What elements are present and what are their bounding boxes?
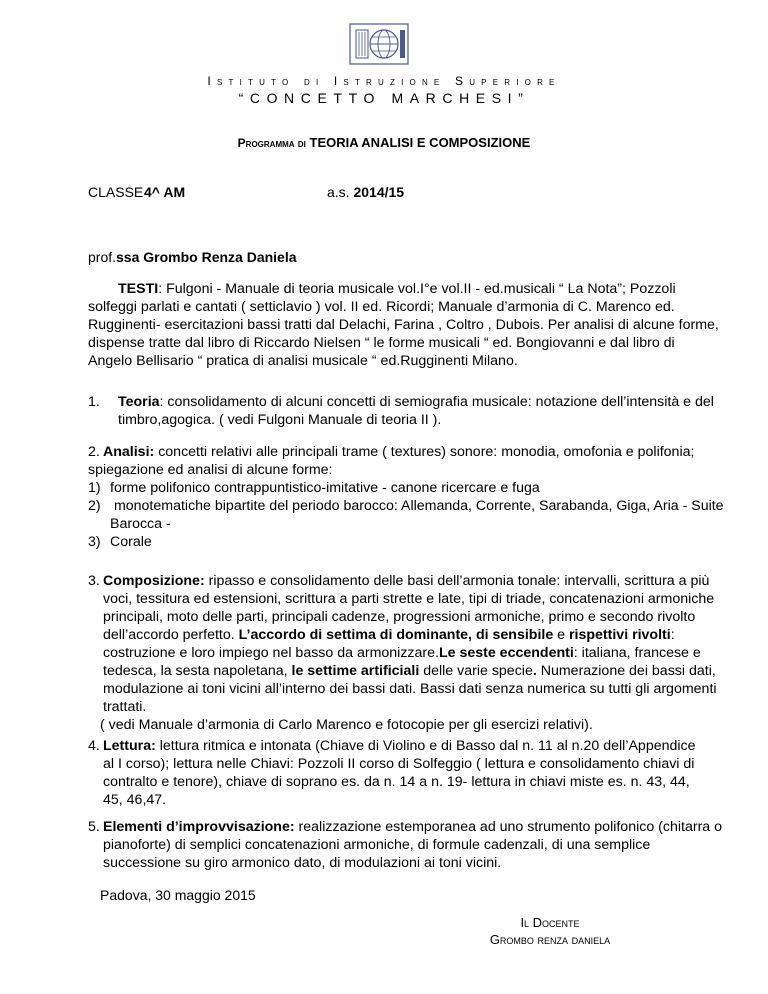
item-title: Composizione:: [103, 573, 205, 589]
testi-paragraph: [88, 280, 720, 370]
item-text: concetti relativi alle principali trame ( textures) sonore: monodia, omofonia e polifonia;: [154, 444, 695, 460]
classe-label: CLASSE: [88, 184, 144, 200]
program-subject: TEORIA ANALISI E COMPOSIZIONE: [309, 135, 531, 150]
teacher-role: Il Docente: [520, 915, 580, 930]
sub-item: [88, 479, 728, 497]
professor-name: ssa Grombo Renza Daniela: [116, 249, 297, 265]
item-text: : consolidamento di alcuni concetti di semiografia musicale: notazione dell’intensità e del timbro,agogica. ( vedi Fulgoni Manuale di teoria II ).: [118, 394, 714, 428]
sub-text: monotematiche bipartite del periodo barocco: Allemanda, Corrente, Sarabanda, Giga, Aria - Suite Barocca -: [110, 498, 724, 532]
sub-item: [88, 533, 728, 551]
classe-value: 4^ AM: [144, 184, 186, 200]
item-bold: rispettivi rivolti: [569, 627, 671, 643]
institute-line: [0, 74, 768, 88]
item-text: delle varie specie: [419, 663, 533, 679]
testi-text: : Fulgoni - Manuale di teoria musicale vol.I°e vol.II - ed.musicali “ La Nota”; Pozzoli solfeggi parlati e cantati ( setticlavio ) vol. II ed. Ricordi; Manuale d’armonia di C. Marenco ed. Rugginenti- esercitazioni bassi tratti dal Delachi, Farina , Coltro , Dubois. Per analisi di alcune forme, dispense tratte dal libro di Riccardo Nielsen “ le forme musicali “ ed. Bongiovanni e dal libro di Angelo Bellisario “ pratica di analisi musicale “ ed.Rugginenti Milano.: [88, 281, 719, 369]
item-text: e: [553, 627, 569, 643]
institute-text: Istituto di Istruzione Superiore: [207, 74, 561, 88]
item-text: lettura ritmica e intonata (Chiave di Violino e di Basso dal n. 11 al n.20 dell’Appendice al I corso); lettura nelle Chiavi: Pozzoli II corso di Solfeggio ( lettura e consolidamento chiavi di contralto e tenore), chiave di soprano es. da n. 14 a n. 19- lettura in chiavi miste es. n. 43, 44, 45, 46,47.: [103, 738, 696, 808]
sub-intro: spiegazione ed analisi di alcune forme:: [88, 462, 333, 478]
item-title: Teoria: [118, 394, 160, 410]
testi-label: TESTI: [118, 281, 159, 297]
item-number: 1.: [88, 394, 100, 410]
list-item-teoria: [88, 393, 728, 429]
program-prefix: Programma di: [237, 136, 306, 150]
sub-text: Corale: [110, 534, 152, 550]
item-text: : costruzione e loro impiego nel basso da armonizzare.: [103, 627, 675, 661]
signature-block: [470, 914, 630, 948]
item-text: ripasso e consolidamento delle basi dell’armonia tonale: intervalli, scrittura a più voci, tessitura ed estensioni, scrittura a parti strette e late, tipi di triade, concatenazioni armoniche principali, moto delle parti, principali cadenze, progressioni armoniche, primo e secondo rivolto dell’accordo perfetto.: [103, 573, 715, 643]
item-text: : italiana, francese e tedesca, la sesta napoletana,: [103, 645, 701, 679]
school-year-value: 2014/15: [353, 184, 405, 200]
item-number: 4.: [88, 738, 100, 754]
sub-text: forme polifonico contrappuntistico-imitative - canone ricercare e fuga: [110, 480, 540, 496]
item-number: 5.: [88, 819, 100, 835]
item-number: 3.: [88, 573, 100, 589]
teacher-signature: Grombo renza daniela: [489, 932, 611, 947]
sub-number: 3): [88, 534, 101, 550]
professor-prefix: prof.: [88, 249, 117, 265]
item-text: Numerazione dei bassi dati, modulazione ai toni vicini all’interno dei bassi dati. Bassi dati senza numerica su tutti gli argomenti trattati.: [103, 663, 717, 715]
item-title: Lettura:: [103, 738, 156, 754]
sub-item: [88, 497, 728, 533]
sub-number: 2): [88, 498, 101, 514]
item-bold: L’accordo di settima di dominante, di sensibile: [238, 627, 554, 643]
item-number: 2.: [88, 444, 100, 460]
item-bold: .: [532, 663, 537, 679]
place-date: Padova, 30 maggio 2015: [100, 887, 256, 903]
item-bold: Le seste eccendenti: [438, 645, 574, 661]
sub-number: 1): [88, 480, 101, 496]
item-title: Elementi d’improvvisazione:: [103, 819, 295, 835]
list-item-composizione: [88, 572, 724, 734]
school-year: [327, 184, 404, 200]
professor: [88, 249, 297, 265]
program-title: [0, 135, 768, 150]
item-bold: le settime artificiali: [291, 663, 420, 679]
item-title: Analisi:: [103, 444, 155, 460]
list-item-analisi: [88, 443, 728, 551]
school-logo: [348, 22, 410, 66]
item-note: ( vedi Manuale d’armonia di Carlo Marenco e fotocopie per gli esercizi relativi).: [100, 717, 593, 733]
list-item-improvvisazione: [88, 818, 728, 872]
school-name: “CONCETTO MARCHESI”: [238, 90, 530, 106]
school-year-label: a.s.: [327, 184, 350, 200]
item-text: realizzazione estemporanea ad uno strumento polifonico (chitarra o pianoforte) di semplici concatenazioni armoniche, di formule cadenzali, di una semplice successione su giro armonico dato, di modulazioni ai toni vicini.: [103, 819, 723, 871]
list-item-lettura: [88, 737, 710, 809]
